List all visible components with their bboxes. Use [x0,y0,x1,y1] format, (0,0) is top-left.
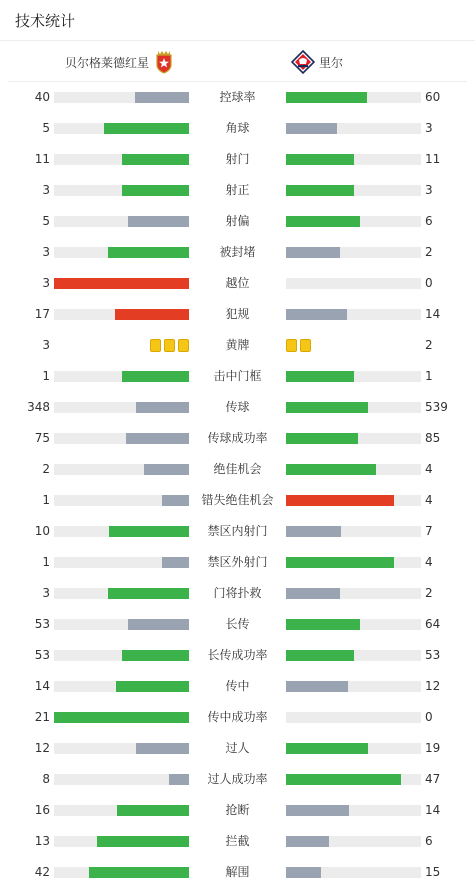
away-bar-track [286,123,421,134]
away-bar-track [286,92,421,103]
stat-row [0,268,475,299]
home-bar-track [54,123,189,134]
away-value: 64 [425,617,441,631]
stat-label: 射偏 [225,214,250,228]
stat-row [0,795,475,826]
stat-label: 禁区内射门 [207,524,268,538]
stat-label: 过人 [225,741,250,755]
away-value: 539 [425,400,448,414]
away-bar-fill [286,216,360,227]
stat-row [0,826,475,857]
stat-row [0,454,475,485]
home-bar-track [54,309,189,320]
home-value: 1 [42,493,50,507]
away-value: 2 [425,338,433,352]
home-bar-fill [144,464,189,475]
stat-label: 抢断 [225,803,250,817]
away-bar-track [286,557,421,568]
away-bar-fill [286,805,349,816]
home-bar-track [54,805,189,816]
away-cards [286,339,311,352]
stat-row [0,206,475,237]
away-bar-fill [286,774,401,785]
away-bar-fill [286,92,367,103]
stat-label: 长传成功率 [207,648,268,662]
stat-row [0,671,475,702]
lille-crest-icon [291,50,315,74]
home-value: 10 [34,524,50,538]
home-bar-track [54,836,189,847]
stat-label: 角球 [225,121,250,135]
away-bar-track [286,464,421,475]
stat-label: 禁区外射门 [207,555,268,569]
stat-label: 错失绝佳机会 [201,493,274,507]
home-bar-fill [117,805,189,816]
home-bar-fill [97,836,189,847]
away-bar-track [286,836,421,847]
home-value: 53 [34,648,50,662]
home-bar-track [54,402,189,413]
away-bar-track [286,278,421,289]
away-bar-fill [286,495,394,506]
home-bar-fill [54,712,189,723]
away-value: 6 [425,214,433,228]
home-bar-fill [108,588,189,599]
stat-row [0,175,475,206]
teams-row [8,41,467,82]
away-value: 85 [425,431,441,445]
home-value: 53 [34,617,50,631]
home-bar-fill [54,278,189,289]
away-bar-track [286,619,421,630]
home-bar-fill [169,774,189,785]
away-bar-fill [286,123,337,134]
home-bar-track [54,247,189,258]
home-bar-track [54,681,189,692]
away-bar-fill [286,402,368,413]
away-value: 0 [425,276,433,290]
away-value: 19 [425,741,441,755]
home-value: 75 [34,431,50,445]
home-bar-track [54,712,189,723]
home-value: 1 [42,369,50,383]
away-value: 11 [425,152,441,166]
away-bar-fill [286,247,340,258]
away-bar-track [286,805,421,816]
home-bar-track [54,216,189,227]
home-bar-fill [122,185,190,196]
stat-label: 传球成功率 [207,431,268,445]
away-bar-fill [286,433,358,444]
away-bar-track [286,867,421,878]
away-bar-track [286,433,421,444]
away-value: 53 [425,648,441,662]
away-team[interactable] [291,50,343,74]
home-value: 40 [34,90,50,104]
away-bar-track [286,650,421,661]
home-bar-fill [122,371,190,382]
home-value: 14 [34,679,50,693]
home-bar-track [54,650,189,661]
stat-row [0,423,475,454]
away-value: 6 [425,834,433,848]
home-value: 12 [34,741,50,755]
home-bar-fill [128,619,189,630]
stat-row [0,733,475,764]
away-bar-fill [286,154,354,165]
stat-label: 过人成功率 [207,772,268,786]
away-bar-track [286,185,421,196]
stat-label: 黄牌 [225,338,250,352]
home-bar-fill [122,154,190,165]
home-value: 5 [42,121,50,135]
home-bar-track [54,371,189,382]
away-bar-track [286,526,421,537]
yellow-card-icon [150,339,161,352]
home-team[interactable] [65,50,173,74]
stat-row [0,857,475,888]
home-value: 17 [34,307,50,321]
home-bar-track [54,464,189,475]
home-value: 3 [42,586,50,600]
away-value: 0 [425,710,433,724]
stat-label: 传球 [225,400,250,414]
home-value: 348 [27,400,50,414]
home-value: 3 [42,183,50,197]
home-value: 3 [42,276,50,290]
stat-label: 犯规 [225,307,250,321]
home-bar-track [54,526,189,537]
home-bar-fill [109,526,189,537]
home-bar-track [54,92,189,103]
stat-row [0,485,475,516]
home-bar-fill [162,495,189,506]
home-team-name: 贝尔格莱德红星 [64,55,149,70]
away-value: 4 [425,555,433,569]
home-bar-fill [122,650,190,661]
home-bar-track [54,185,189,196]
away-value: 14 [425,307,441,321]
home-bar-track [54,154,189,165]
stat-row [0,516,475,547]
home-bar-track [54,495,189,506]
away-bar-fill [286,526,341,537]
home-bar-track [54,588,189,599]
home-bar-fill [108,247,189,258]
yellow-card-icon [286,339,297,352]
away-bar-track [286,774,421,785]
stat-row [0,640,475,671]
stat-row [0,702,475,733]
away-bar-fill [286,309,347,320]
away-bar-track [286,712,421,723]
away-bar-track [286,371,421,382]
stat-row [0,392,475,423]
away-value: 2 [425,245,433,259]
home-cards [150,339,189,352]
away-value: 4 [425,462,433,476]
stat-row [0,609,475,640]
stats-list [0,82,475,888]
away-value: 3 [425,183,433,197]
stat-label: 门将扑救 [213,586,262,600]
away-value: 3 [425,121,433,135]
stat-label: 长传 [225,617,250,631]
home-bar-fill [89,867,189,878]
home-bar-track [54,774,189,785]
home-bar-fill [162,557,189,568]
away-value: 1 [425,369,433,383]
home-bar-track [54,433,189,444]
away-bar-fill [286,650,354,661]
stat-label: 拦截 [225,834,250,848]
stat-row [0,547,475,578]
home-bar-fill [136,402,189,413]
home-bar-track [54,557,189,568]
yellow-card-icon [178,339,189,352]
home-bar-fill [116,681,189,692]
home-value: 42 [34,865,50,879]
home-bar-fill [135,92,189,103]
stat-row [0,144,475,175]
yellow-card-icon [164,339,175,352]
home-bar-fill [126,433,189,444]
home-value: 3 [42,245,50,259]
away-value: 7 [425,524,433,538]
away-bar-fill [286,743,368,754]
home-bar-track [54,619,189,630]
home-bar-fill [115,309,189,320]
away-bar-fill [286,681,348,692]
stat-row [0,764,475,795]
stat-label: 击中门框 [213,369,262,383]
away-value: 2 [425,586,433,600]
away-bar-track [286,681,421,692]
stat-label: 绝佳机会 [213,462,262,476]
home-value: 8 [42,772,50,786]
away-bar-fill [286,557,394,568]
away-bar-fill [286,185,354,196]
away-value: 47 [425,772,441,786]
stat-label: 传中 [225,679,250,693]
home-value: 16 [34,803,50,817]
home-bar-track [54,743,189,754]
away-value: 4 [425,493,433,507]
stat-row [0,237,475,268]
home-value: 13 [34,834,50,848]
home-value: 1 [42,555,50,569]
red-star-crest-icon [155,50,173,74]
away-bar-fill [286,588,340,599]
home-bar-track [54,278,189,289]
away-bar-fill [286,836,329,847]
stat-row [0,82,475,113]
stat-label: 射正 [225,183,250,197]
away-bar-track [286,743,421,754]
stat-label: 解围 [225,865,250,879]
home-value: 3 [42,338,50,352]
home-value: 5 [42,214,50,228]
home-value: 11 [34,152,50,166]
away-team-name: 里尔 [319,55,344,70]
stat-label: 传中成功率 [207,710,268,724]
home-bar-track [54,867,189,878]
stat-row [0,578,475,609]
stat-row [0,330,475,361]
stat-label: 被封堵 [219,245,256,259]
away-bar-track [286,216,421,227]
stat-row [0,361,475,392]
stat-row [0,299,475,330]
away-bar-fill [286,619,360,630]
away-bar-fill [286,867,321,878]
home-bar-fill [136,743,189,754]
away-bar-fill [286,464,376,475]
home-value: 21 [34,710,50,724]
away-bar-track [286,402,421,413]
page-title: 技术统计 [15,11,76,30]
away-value: 60 [425,90,441,104]
away-bar-track [286,309,421,320]
away-bar-track [286,154,421,165]
stat-label: 控球率 [219,90,256,104]
away-bar-track [286,247,421,258]
away-bar-fill [286,371,354,382]
stat-label: 越位 [225,276,250,290]
away-value: 14 [425,803,441,817]
away-value: 15 [425,865,441,879]
away-value: 12 [425,679,441,693]
stats-header [0,0,475,41]
away-bar-track [286,495,421,506]
home-value: 2 [42,462,50,476]
stat-label: 射门 [225,152,250,166]
yellow-card-icon [300,339,311,352]
home-bar-fill [104,123,189,134]
away-bar-track [286,588,421,599]
home-bar-fill [128,216,189,227]
stat-row [0,113,475,144]
